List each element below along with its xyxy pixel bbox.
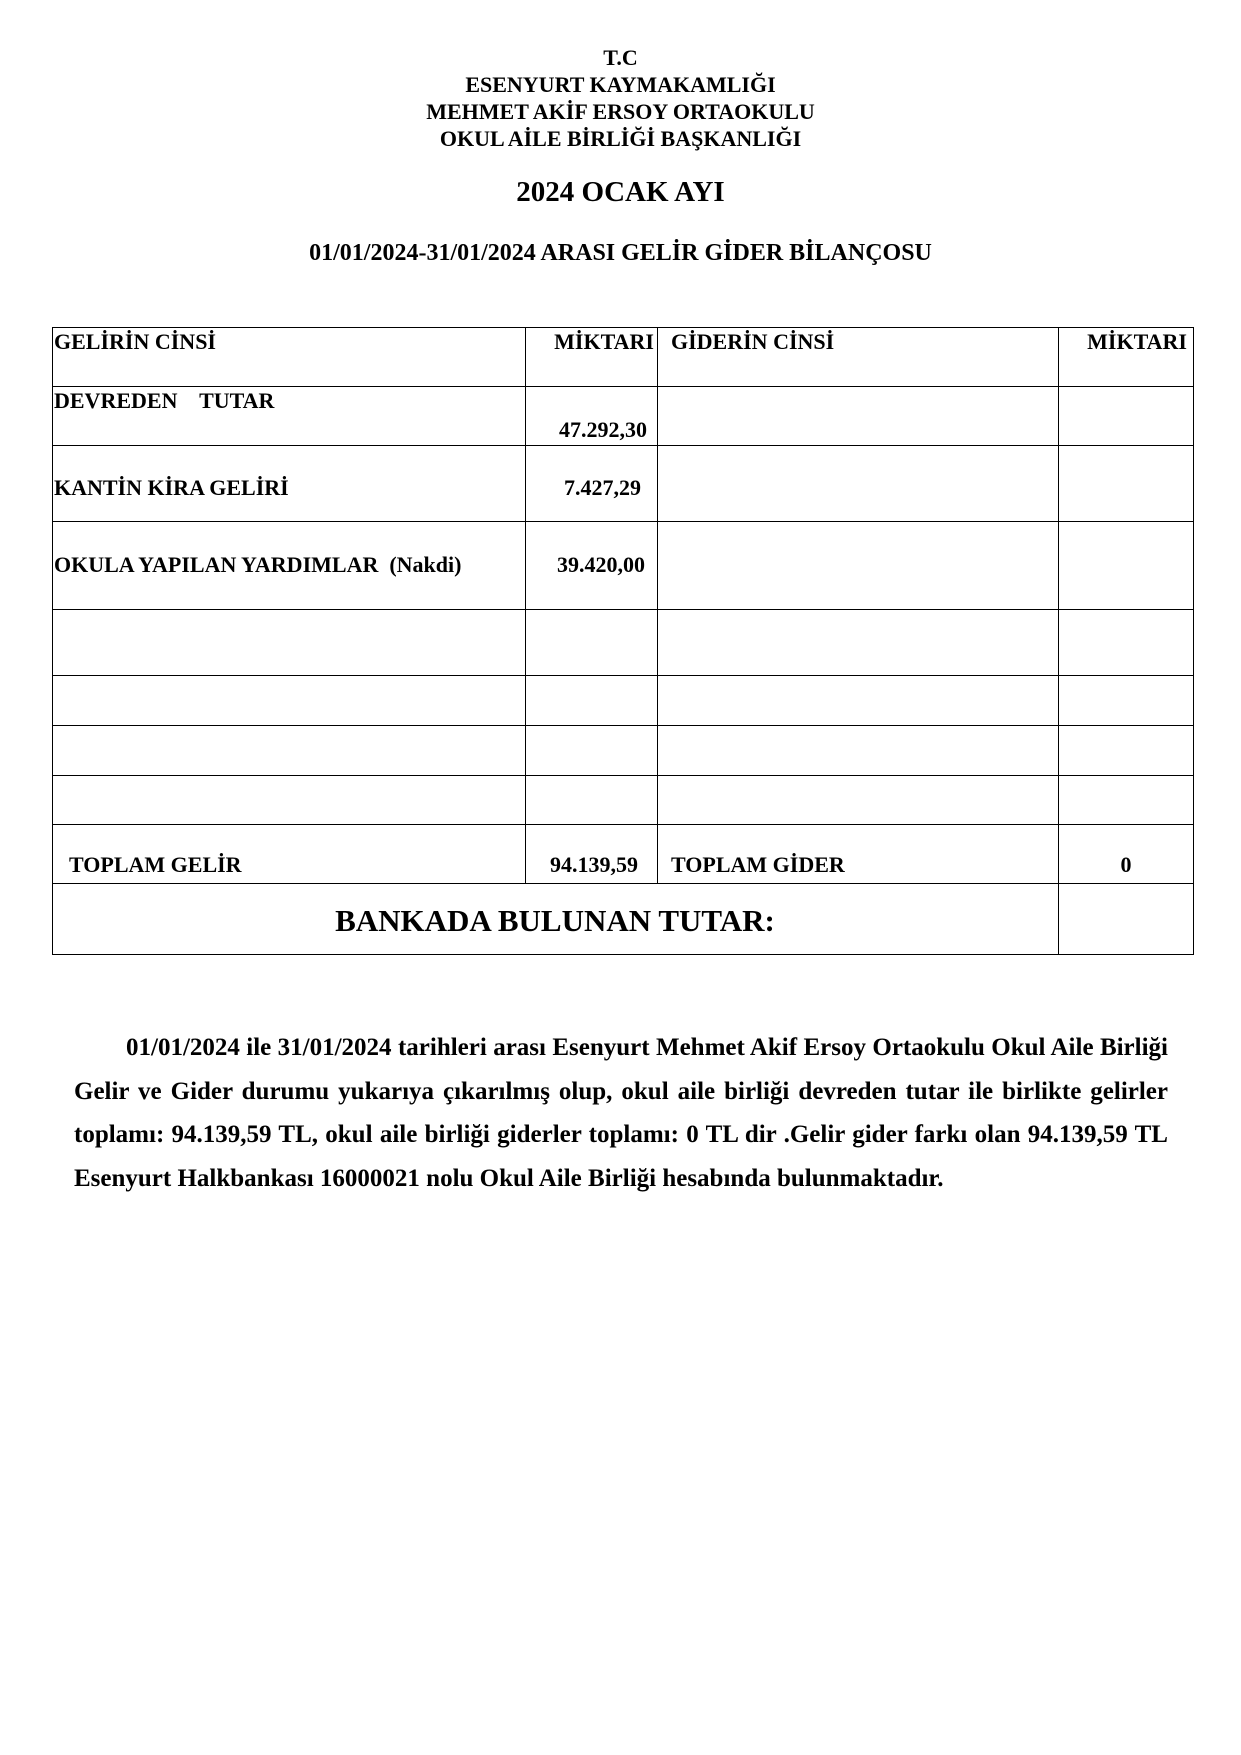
table-rule <box>525 327 526 884</box>
column-header-income-type: GELİRİN CİNSİ <box>54 329 216 354</box>
table-rule <box>657 327 658 884</box>
header-line-tc: T.C <box>603 45 638 70</box>
table-rule <box>52 954 1194 955</box>
table-rule <box>52 824 1194 825</box>
table-rule <box>52 883 1194 884</box>
header-line-district: ESENYURT KAYMAKAMLIĞI <box>465 72 776 97</box>
income-type-cell: DEVREDEN TUTAR <box>54 388 275 413</box>
total-expense-label: TOPLAM GİDER <box>671 852 845 877</box>
income-type-cell: KANTİN KİRA GELİRİ <box>54 475 289 500</box>
income-amount-cell: 7.427,29 <box>564 475 641 500</box>
table-rule <box>52 327 53 955</box>
table-rule <box>52 675 1194 676</box>
column-header-expense-type: GİDERİN CİNSİ <box>671 329 835 354</box>
summary-paragraph: 01/01/2024 ile 31/01/2024 tarihleri arası Esenyurt Mehmet Akif Ersoy Ortaokulu Okul Aile Birliği Gelir ve Gider durumu yukarıya çıkarılmış olup, okul aile birliği devreden tutar ile birlikte gelirler toplamı: 94.139,59 TL, okul aile birliği giderler toplamı: 0 TL dir .Gelir gider farkı olan 94.139,59 TL Esenyurt Halkbankası 16000021 nolu Okul Aile Birliği hesabında bulunmaktadır. <box>74 1034 1168 1192</box>
balance-table <box>52 327 1194 955</box>
table-rule <box>52 775 1194 776</box>
column-header-income-amount: MİKTARI <box>554 329 654 354</box>
table-rule <box>52 521 1194 522</box>
header-line-association: OKUL AİLE BİRLİĞİ BAŞKANLIĞI <box>439 126 802 151</box>
table-rule <box>1193 327 1194 955</box>
document-header <box>0 44 1241 152</box>
table-rule <box>52 445 1194 446</box>
document-subtitle: 01/01/2024-31/01/2024 ARASI GELİR GİDER BİLANÇOSU <box>309 240 932 266</box>
header-line-school: MEHMET AKİF ERSOY ORTAOKULU <box>426 99 815 124</box>
table-rule <box>52 386 1194 387</box>
table-rule <box>52 609 1194 610</box>
total-income-value: 94.139,59 <box>550 852 638 877</box>
document-month: 2024 OCAK AYI <box>516 176 725 208</box>
income-amount-cell: 47.292,30 <box>559 417 647 442</box>
income-amount-cell: 39.420,00 <box>557 552 645 577</box>
bank-balance-label: BANKADA BULUNAN TUTAR: <box>335 903 775 938</box>
income-type-cell: OKULA YAPILAN YARDIMLAR (Nakdi) <box>54 552 462 577</box>
total-income-label: TOPLAM GELİR <box>69 852 242 877</box>
total-expense-value: 0 <box>1120 852 1132 877</box>
column-header-expense-amount: MİKTARI <box>1087 329 1187 354</box>
table-rule <box>52 327 1194 328</box>
table-rule <box>52 725 1194 726</box>
